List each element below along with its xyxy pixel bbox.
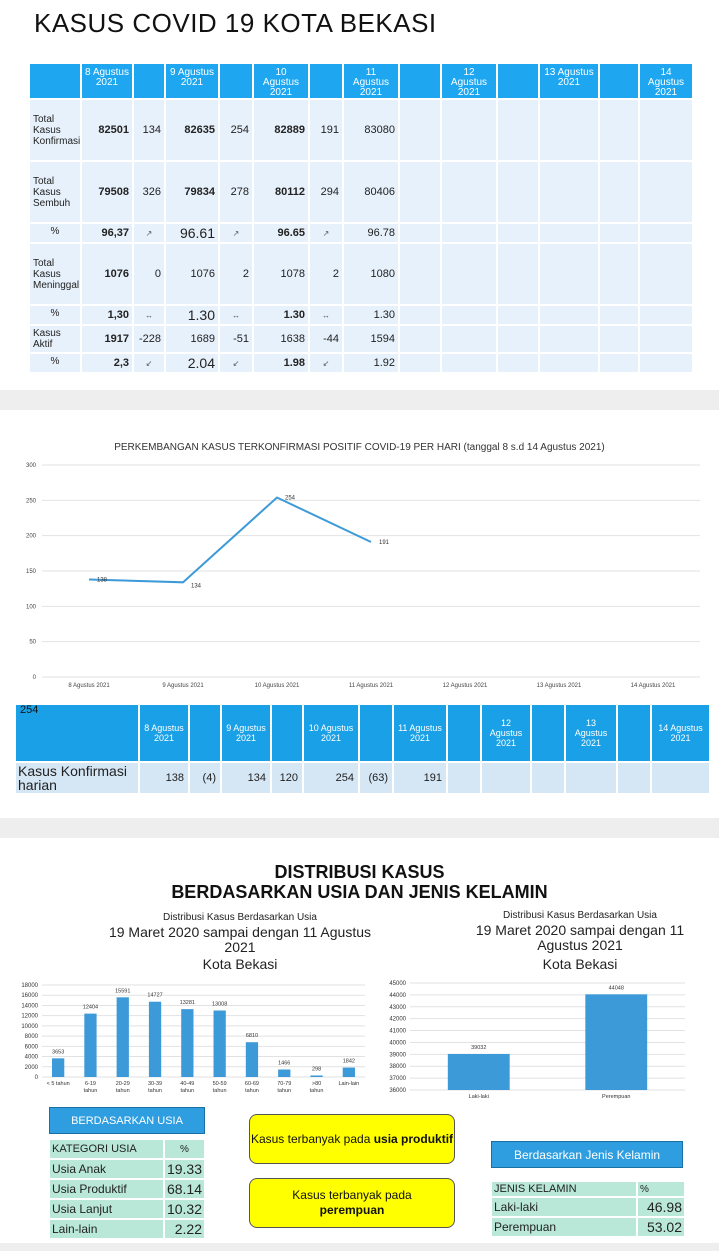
x-tick-label: 8 Agustus 2021 [68, 683, 110, 689]
gender-category-button[interactable]: Berdasarkan Jenis Kelamin [491, 1141, 683, 1168]
callout-text: Kasus terbanyak pada [292, 1188, 412, 1202]
data-label: 13008 [212, 1001, 228, 1008]
page-title: KASUS COVID 19 KOTA BEKASI [34, 8, 437, 38]
data-label: 39032 [471, 1044, 487, 1051]
callout-gender [249, 1178, 455, 1228]
cell: 2.22 [164, 1219, 205, 1239]
age-category-button[interactable]: BERDASARKAN USIA [49, 1107, 205, 1134]
cell: 0 [133, 243, 165, 305]
cell: 82501 [81, 99, 133, 161]
cell: 82889 [253, 99, 309, 161]
cell: (63) [359, 762, 393, 794]
row-label: Kasus Aktif [29, 325, 81, 353]
cell: 2,3 [81, 353, 133, 373]
y-tick-label: 37000 [389, 1076, 406, 1083]
y-tick-label: 43000 [389, 1004, 406, 1011]
x-tick-label: tahun [212, 1088, 227, 1094]
y-tick-label: 50 [29, 639, 36, 646]
age-bar-chart [0, 975, 370, 1100]
y-tick-label: 4000 [24, 1054, 38, 1061]
cell: 79508 [81, 161, 133, 223]
cell: 79834 [165, 161, 219, 223]
cell: 134 [133, 99, 165, 161]
age-chart-city: Kota Bekasi [202, 956, 278, 972]
trend-arrow: ↙ [133, 353, 165, 373]
x-tick-label: tahun [115, 1088, 130, 1094]
x-tick-label: Perempuan [602, 1094, 631, 1100]
data-label: 14727 [147, 992, 163, 999]
y-tick-label: 36000 [389, 1088, 406, 1094]
cell: 1.98 [253, 353, 309, 373]
data-label: 12404 [82, 1004, 99, 1011]
cell: 294 [309, 161, 343, 223]
y-tick-label: 0 [34, 1075, 38, 1081]
row-label: % [29, 305, 81, 325]
trend-arrow: ↙ [309, 353, 343, 373]
distribution-heading-1: DISTRIBUSI KASUS [274, 862, 445, 882]
col-header: % [164, 1139, 205, 1159]
bar [149, 1002, 161, 1077]
trend-arrow: ↔ [309, 305, 343, 325]
cell: 1.30 [253, 305, 309, 325]
x-tick-label: tahun [148, 1088, 162, 1094]
row-label: Total Kasus Konfirmasi [29, 99, 81, 161]
data-label: 254 [285, 495, 296, 502]
cell: 191 [393, 762, 447, 794]
x-tick-label: 6-19 [84, 1081, 96, 1087]
header-date: 12 Agustus 2021 [441, 63, 497, 99]
gender-chart-city: Kota Bekasi [542, 956, 618, 972]
trend-arrow: ↗ [133, 223, 165, 243]
trend-arrow: ↔ [219, 305, 253, 325]
line-chart [0, 455, 719, 695]
cell: 68.14 [164, 1179, 205, 1199]
trend-arrow: ↗ [309, 223, 343, 243]
daily-corner: 254 [15, 704, 139, 762]
y-tick-label: 8000 [24, 1034, 38, 1041]
row-label: Total Kasus Sembuh [29, 161, 81, 223]
summary-table [28, 62, 694, 374]
cell: 1689 [165, 325, 219, 353]
cell: 1.30 [343, 305, 399, 325]
callout-bold: usia produktif [373, 1131, 454, 1146]
header-date: 9 Agustus 2021 [221, 704, 271, 762]
cell: 53.02 [637, 1217, 685, 1237]
y-tick-label: 45000 [389, 981, 406, 987]
cell: -51 [219, 325, 253, 353]
header-date: 12 Agustus 2021 [481, 704, 531, 762]
trend-arrow: ↔ [133, 305, 165, 325]
y-tick-label: 2000 [24, 1064, 38, 1071]
gender-bar-chart [370, 975, 700, 1105]
gender-table [490, 1180, 686, 1238]
x-tick-label: >80 [311, 1081, 322, 1087]
bar [117, 997, 129, 1077]
header-date: 8 Agustus 2021 [81, 63, 133, 99]
cell: (4) [189, 762, 221, 794]
col-header: JENIS KELAMIN [491, 1181, 637, 1197]
cell: 1080 [343, 243, 399, 305]
cell: 1917 [81, 325, 133, 353]
bar [181, 1009, 193, 1077]
row-label: Usia Produktif [49, 1179, 164, 1199]
callout-text: Kasus terbanyak pada [250, 1131, 374, 1146]
y-tick-label: 14000 [21, 1003, 38, 1010]
cell: 1594 [343, 325, 399, 353]
section-divider [0, 390, 719, 410]
data-label: 134 [191, 583, 202, 590]
y-tick-label: 0 [32, 675, 36, 681]
cell: 96.65 [253, 223, 309, 243]
header-date: 13 Agustus 2021 [539, 63, 599, 99]
header-empty [29, 63, 81, 99]
cell: 96.61 [165, 223, 219, 243]
cell: 278 [219, 161, 253, 223]
section-divider [0, 818, 719, 838]
y-tick-label: 250 [25, 498, 36, 505]
data-label: 44048 [608, 985, 624, 992]
data-label: 3653 [52, 1049, 65, 1056]
header-date: 10 Agustus 2021 [253, 63, 309, 99]
cell: 83080 [343, 99, 399, 161]
cell: 1.92 [343, 353, 399, 373]
header-date: 14 Agustus 2021 [651, 704, 710, 762]
cell: 120 [271, 762, 303, 794]
x-tick-label: 11 Agustus 2021 [348, 683, 394, 689]
x-tick-label: 10 Agustus 2021 [254, 683, 300, 689]
row-label: % [29, 223, 81, 243]
y-tick-label: 200 [25, 533, 36, 540]
data-label: 6810 [245, 1033, 259, 1040]
cell: 1078 [253, 243, 309, 305]
cell: 46.98 [637, 1197, 685, 1217]
x-tick-label: tahun [309, 1088, 324, 1094]
cell: 191 [309, 99, 343, 161]
data-label: 15591 [115, 988, 131, 995]
data-label: 1842 [342, 1058, 355, 1065]
y-tick-label: 40000 [389, 1040, 406, 1047]
cell: 80406 [343, 161, 399, 223]
distribution-heading-2: BERDASARKAN USIA DAN JENIS KELAMIN [171, 882, 548, 902]
line-chart-title: PERKEMBANGAN KASUS TERKONFIRMASI POSITIF COVID-19 PER HARI (tanggal 8 s.d 14 Agustus 2021) [114, 442, 605, 453]
cell: 1,30 [81, 305, 133, 325]
x-tick-label: 70-79 [277, 1081, 292, 1087]
y-tick-label: 150 [25, 569, 36, 575]
age-chart-subtitle: Distribusi Kasus Berdasarkan Usia [163, 912, 317, 923]
x-tick-label: 14 Agustus 2021 [630, 683, 676, 689]
cell: 2.04 [165, 353, 219, 373]
bar [214, 1011, 226, 1077]
data-label: 13281 [179, 1000, 195, 1007]
x-tick-label: Lain-lain [338, 1081, 360, 1087]
cell: 1638 [253, 325, 309, 353]
bar [52, 1058, 64, 1077]
cell: 326 [133, 161, 165, 223]
x-tick-label: tahun [83, 1088, 98, 1094]
cell: 80112 [253, 161, 309, 223]
age-chart-period: 19 Maret 2020 sampai dengan 11 Agustus 2021 [108, 924, 372, 955]
bar [84, 1014, 96, 1077]
cell: 1076 [81, 243, 133, 305]
x-tick-label: 30-39 [148, 1081, 163, 1087]
data-label: 191 [379, 540, 390, 547]
x-tick-label: 13 Agustus 2021 [536, 683, 582, 689]
cell: 82635 [165, 99, 219, 161]
cell: 19.33 [164, 1159, 205, 1179]
cell: 96.78 [343, 223, 399, 243]
row-label: Usia Anak [49, 1159, 164, 1179]
cell: -228 [133, 325, 165, 353]
callout-age [249, 1114, 455, 1164]
row-label: Total Kasus Meninggal [29, 243, 81, 305]
cell: 138 [139, 762, 189, 794]
y-tick-label: 6000 [24, 1044, 38, 1051]
bar [310, 1075, 322, 1077]
series-line [89, 495, 371, 583]
header-date: 13 Agustus 2021 [565, 704, 617, 762]
data-label: 138 [97, 577, 108, 584]
y-tick-label: 18000 [21, 983, 38, 989]
x-tick-label: tahun [245, 1088, 259, 1094]
y-tick-label: 16000 [21, 993, 38, 1000]
x-tick-label: 40-49 [180, 1081, 195, 1087]
row-label: Perempuan [491, 1217, 637, 1237]
gender-chart-subtitle: Distribusi Kasus Berdasarkan Usia [503, 910, 657, 921]
col-header: % [637, 1181, 685, 1197]
section-divider [0, 1243, 719, 1251]
x-tick-label: 9 Agustus 2021 [162, 683, 204, 689]
bar [246, 1042, 258, 1077]
trend-arrow: ↙ [219, 353, 253, 373]
row-label: Lain-lain [49, 1219, 164, 1239]
y-tick-label: 44000 [389, 992, 406, 999]
bar [448, 1054, 510, 1090]
x-tick-label: tahun [277, 1088, 292, 1094]
row-label: % [29, 353, 81, 373]
y-tick-label: 100 [25, 604, 36, 611]
y-tick-label: 12000 [21, 1013, 38, 1020]
x-tick-label: 50-59 [212, 1081, 227, 1087]
cell: 254 [303, 762, 359, 794]
x-tick-label: tahun [180, 1088, 195, 1094]
cell: 10.32 [164, 1199, 205, 1219]
cell: 96,37 [81, 223, 133, 243]
y-tick-label: 300 [25, 463, 36, 469]
y-tick-label: 10000 [21, 1023, 38, 1030]
x-tick-label: 20-29 [115, 1081, 130, 1087]
row-label: Kasus Konfirmasi harian [15, 762, 139, 794]
data-label: 298 [311, 1066, 322, 1073]
y-tick-label: 39000 [389, 1052, 406, 1059]
bar [278, 1070, 290, 1077]
header-date: 9 Agustus 2021 [165, 63, 219, 99]
row-label: Usia Lanjut [49, 1199, 164, 1219]
trend-arrow: ↗ [219, 223, 253, 243]
callout-bold: perempuan [319, 1203, 385, 1217]
bar [585, 994, 647, 1090]
col-header: KATEGORI USIA [49, 1139, 164, 1159]
cell: -44 [309, 325, 343, 353]
cell: 134 [221, 762, 271, 794]
header-date: 14 Agustus 2021 [639, 63, 693, 99]
data-label: 1466 [278, 1060, 291, 1067]
bar [343, 1068, 355, 1077]
x-tick-label: < 5 tahun [46, 1081, 70, 1087]
y-tick-label: 38000 [389, 1064, 406, 1071]
daily-table [14, 703, 711, 795]
cell: 2 [219, 243, 253, 305]
header-date: 11 Agustus 2021 [343, 63, 399, 99]
header-date: 11 Agustus 2021 [393, 704, 447, 762]
age-table [48, 1138, 206, 1240]
x-tick-label: Laki-laki [468, 1094, 489, 1100]
header-date: 8 Agustus 2021 [139, 704, 189, 762]
cell: 1.30 [165, 305, 219, 325]
header-date: 10 Agustus 2021 [303, 704, 359, 762]
y-tick-label: 41000 [389, 1028, 406, 1035]
x-tick-label: 60-69 [244, 1081, 259, 1087]
cell: 2 [309, 243, 343, 305]
y-tick-label: 42000 [389, 1016, 406, 1023]
x-tick-label: 12 Agustus 2021 [442, 683, 488, 689]
gender-chart-period: 19 Maret 2020 sampai dengan 11 Agustus 2021 [475, 922, 685, 953]
row-label: Laki-laki [491, 1197, 637, 1217]
cell: 254 [219, 99, 253, 161]
cell: 1076 [165, 243, 219, 305]
